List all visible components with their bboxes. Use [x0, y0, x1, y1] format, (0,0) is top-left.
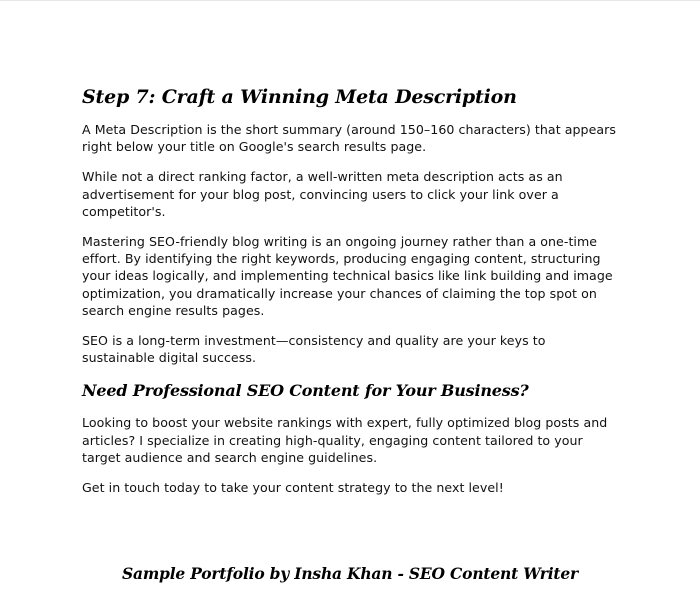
paragraph-cta-contact: Get in touch today to take your content strategy to the next level! [82, 480, 504, 496]
paragraph-long-term: SEO is a long-term investment—consistency and quality are your keys to sustainable digital success. [82, 333, 546, 366]
paragraph-cta-offer: Looking to boost your website rankings with expert, fully optimized blog posts and articles? I specialize in creating high-quality, engaging content tailored to your target audience and search engine guidelines. [82, 415, 608, 465]
top-divider [0, 0, 700, 1]
paragraph-conclusion: Mastering SEO-friendly blog writing is an ongoing journey rather than a one-time effort. By identifying the right keywords, producing engaging content, structuring your ideas logically, and implementing technical basics like link building and image optimization, you dramatically increase your chances of claiming the top spot on search engine results pages. [82, 234, 613, 318]
paragraph-meta-value: While not a direct ranking factor, a well-written meta description acts as an advertisement for your blog post, convincing users to click your link over a competitor's. [82, 169, 563, 219]
portfolio-footer: Sample Portfolio by Insha Khan - SEO Content Writer [122, 564, 578, 583]
document-body [82, 84, 622, 509]
paragraph-meta-definition: A Meta Description is the short summary (around 150–160 characters) that appears right below your title on Google's search results page. [82, 122, 616, 155]
cta-heading: Need Professional SEO Content for Your Business? [82, 381, 529, 401]
step-heading: Step 7: Craft a Winning Meta Description [82, 86, 517, 108]
